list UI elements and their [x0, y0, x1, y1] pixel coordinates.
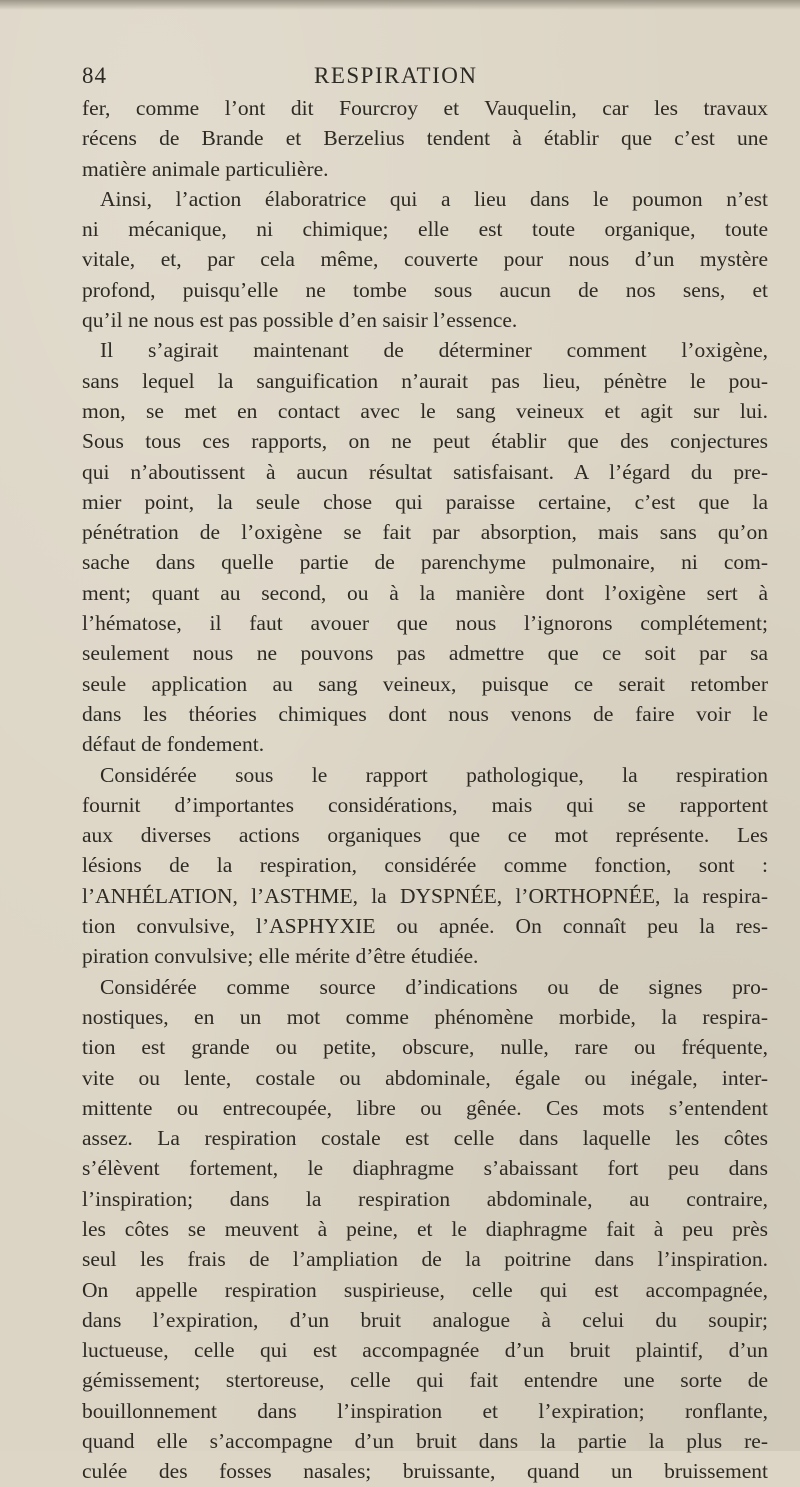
text-line: mon, se met en contact avec le sang veineux et agit sur lui.: [82, 398, 768, 423]
text-line: fer, comme l’ont dit Fourcroy et Vauquelin, car les travaux: [82, 96, 768, 120]
text-line: l’hématose, il faut avouer que nous l’ignorons complétement;: [82, 611, 768, 636]
text-line: pénétration de l’oxigène se fait par absorption, mais sans qu’on: [82, 520, 768, 545]
body-text: [82, 93, 768, 1487]
text-line: Ainsi, l’action élaboratrice qui a lieu dans le poumon n’est: [100, 186, 768, 211]
text-line: profond, puisqu’elle ne tombe sous aucun de nos sens, et: [82, 277, 768, 302]
text-line: défaut de fondement.: [82, 732, 265, 757]
text-line: lésions de la respiration, considérée comme fonction, sont :: [82, 853, 768, 878]
text-line: matière animale particulière.: [82, 156, 329, 181]
text-line: les côtes se meuvent à peine, et le diaphragme fait à peu près: [82, 1216, 768, 1241]
page-number: 84: [82, 63, 107, 88]
text-line: vitale, et, par cela même, couverte pour nous d’un mystère: [82, 247, 768, 272]
text-line: seul les frais de l’ampliation de la poitrine dans l’inspiration.: [82, 1247, 768, 1272]
text-line: qui n’aboutissent à aucun résultat satisfaisant. A l’égard du pre-: [82, 459, 768, 484]
text-line: Considérée comme source d’indications ou de signes pro-: [100, 974, 768, 999]
text-line: piration convulsive; elle mérite d’être étudiée.: [82, 944, 479, 969]
text-line: fournit d’importantes considérations, mais qui se rapportent: [82, 792, 768, 817]
text-line: seulement nous ne pouvons pas admettre que ce soit par sa: [82, 641, 768, 666]
text-line: seule application au sang veineux, puisque ce serait retomber: [82, 671, 768, 696]
text-line: qu’il ne nous est pas possible d’en saisir l’essence.: [82, 308, 518, 333]
text-line: dans les théories chimiques dont nous venons de faire voir le: [82, 701, 768, 726]
text-line: quand elle s’accompagne d’un bruit dans la partie la plus re-: [82, 1429, 768, 1454]
text-line: Sous tous ces rapports, on ne peut établir que des conjectures: [82, 429, 768, 454]
page-header: [82, 63, 682, 93]
text-line: culée des fosses nasales; bruissante, quand un bruissement: [82, 1459, 768, 1484]
text-line: sans lequel la sanguification n’aurait pas lieu, pénètre le pou-: [82, 368, 768, 393]
text-line: On appelle respiration suspirieuse, celle qui est accompagnée,: [82, 1277, 768, 1302]
text-line: luctueuse, celle qui est accompagnée d’un bruit plaintif, d’un: [82, 1338, 768, 1363]
text-line: sache dans quelle partie de parenchyme pulmonaire, ni com-: [82, 550, 768, 575]
text-line: aux diverses actions organiques que ce mot représente. Les: [82, 823, 768, 848]
text-line: tion est grande ou petite, obscure, nulle, rare ou fréquente,: [82, 1035, 768, 1060]
text-line: vite ou lente, costale ou abdominale, égale ou inégale, inter-: [82, 1065, 768, 1090]
text-line: l’ANHÉLATION, l’ASTHME, la DYSPNÉE, l’ORTHOPNÉE, la respira-: [82, 883, 768, 908]
text-line: récens de Brande et Berzelius tendent à établir que c’est une: [82, 126, 768, 151]
text-line: nostiques, en un mot comme phénomène morbide, la respira-: [82, 1004, 768, 1029]
text-line: Il s’agirait maintenant de déterminer comment l’oxigène,: [100, 338, 768, 363]
text-line: tion convulsive, l’ASPHYXIE ou apnée. On connaît peu la res-: [82, 914, 768, 939]
text-line: Considérée sous le rapport pathologique, la respiration: [100, 762, 768, 787]
running-title: RESPIRATION: [314, 63, 478, 88]
text-line: s’élèvent fortement, le diaphragme s’abaissant fort peu dans: [82, 1156, 768, 1181]
text-line: mittente ou entrecoupée, libre ou gênée. Ces mots s’entendent: [82, 1095, 768, 1120]
page-top-edge: [0, 0, 800, 10]
text-line: gémissement; stertoreuse, celle qui fait entendre une sorte de: [82, 1368, 768, 1393]
text-line: mier point, la seule chose qui paraisse certaine, c’est que la: [82, 489, 768, 514]
text-line: ni mécanique, ni chimique; elle est toute organique, toute: [82, 217, 768, 242]
text-line: assez. La respiration costale est celle dans laquelle les côtes: [82, 1126, 768, 1151]
text-line: dans l’expiration, d’un bruit analogue à celui du soupir;: [82, 1307, 768, 1332]
text-line: bouillonnement dans l’inspiration et l’expiration; ronflante,: [82, 1398, 768, 1423]
text-line: l’inspiration; dans la respiration abdominale, au contraire,: [82, 1186, 768, 1211]
text-line: ment; quant au second, ou à la manière dont l’oxigène sert à: [82, 580, 768, 605]
